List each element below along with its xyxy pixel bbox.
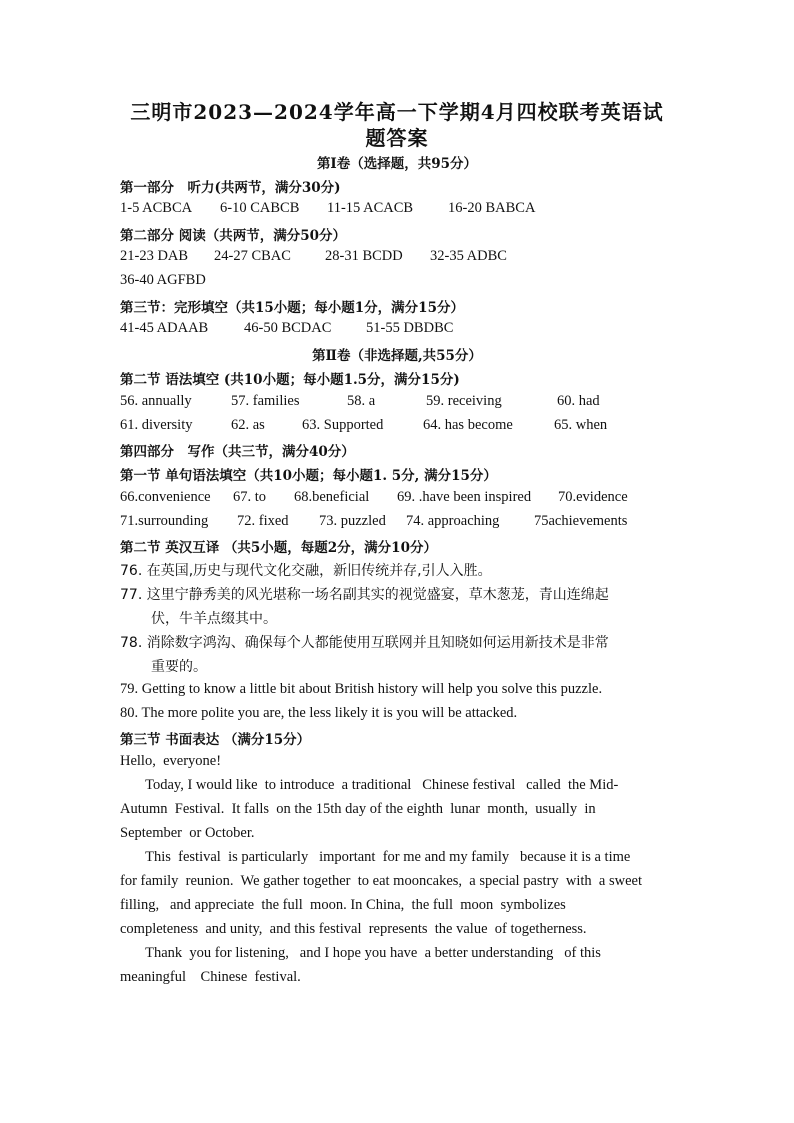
answer-item: 71.surrounding: [120, 513, 209, 529]
part2-answers-row1: [120, 248, 720, 266]
answer-group: 28-31 BCDD: [325, 248, 403, 264]
answer-item: 74. approaching: [406, 513, 500, 529]
part2-heading: 第二部分 阅读（共两节，满分50分）: [120, 228, 346, 244]
translation-80: 80. The more polite you are, the less likely it is you will be attacked.: [120, 705, 518, 721]
translation-77-continued: 伏，牛羊点缀其中。: [151, 611, 277, 627]
grammar-answers-row1: [120, 393, 720, 411]
answer-item: 57. families: [231, 393, 300, 409]
answer-item: 69. .have been inspired: [397, 489, 532, 505]
essay-line: completeness and unity, and this festival represents the value of togetherness.: [120, 921, 587, 937]
sentence-answers-row2: [120, 513, 720, 531]
answer-group: 1-5 ACBCA: [120, 200, 193, 216]
answer-item: 62. as: [231, 417, 265, 433]
essay-line: Hello, everyone!: [120, 753, 222, 769]
answer-item: 66.convenience: [120, 489, 211, 505]
part1-answers: [120, 200, 720, 218]
answer-item: 58. a: [347, 393, 376, 409]
answer-item: 67. to: [233, 489, 267, 505]
answer-group: 41-45 ADAAB: [120, 320, 209, 336]
answer-item: 64. has become: [423, 417, 513, 433]
volume-2-heading: 第Ⅱ卷（非选择题,共55分）: [312, 348, 482, 364]
essay-line: meaningful Chinese festival.: [120, 969, 301, 985]
answer-item: 65. when: [554, 417, 608, 433]
essay-line: Autumn Festival. It falls on the 15th day of the eighth lunar month, usually in: [120, 801, 596, 817]
answer-group: 24-27 CBAC: [214, 248, 291, 264]
essay-line: Thank you for listening, and I hope you have a better understanding of this: [120, 945, 601, 961]
translation-heading: 第二节 英汉互译 （共5小题，每题2分，满分10分）: [120, 540, 437, 556]
essay-line: for family reunion. We gather together to eat mooncakes, a special pastry with a sweet: [120, 873, 642, 889]
document-title-continued: 题答案: [365, 126, 429, 150]
answer-item: 63. Supported: [302, 417, 384, 433]
essay-line: filling, and appreciate the full moon. In China, the full moon symbolizes: [120, 897, 566, 913]
grammar-heading: 第二节 语法填空 (共10小题；每小题1.5分，满分15分): [120, 372, 460, 388]
grammar-answers-row2: [120, 417, 720, 435]
cloze-heading: 第三节：完形填空（共15小题；每小题1分，满分15分）: [120, 300, 464, 316]
essay-line: This festival is particularly important for me and my family because it is a time: [120, 849, 631, 865]
part2-answers-row2: [120, 272, 720, 290]
answer-group: 46-50 BCDAC: [244, 320, 332, 336]
answer-group: 21-23 DAB: [120, 248, 189, 264]
document-title: 三明市2023—2024学年高一下学期4月四校联考英语试: [130, 100, 664, 124]
answer-item: 73. puzzled: [319, 513, 386, 529]
answer-item: 56. annually: [120, 393, 192, 409]
answer-group: 32-35 ADBC: [430, 248, 507, 264]
answer-item: 68.beneficial: [294, 489, 370, 505]
translation-78-continued: 重要的。: [151, 659, 207, 675]
essay-line: Today, I would like to introduce a traditional Chinese festival called the Mid-: [120, 777, 619, 793]
translation-76: 76. 在英国,历史与现代文化交融，新旧传统并存,引人入胜。: [120, 563, 492, 579]
answer-item: 70.evidence: [558, 489, 628, 505]
cloze-answers: [120, 320, 720, 338]
answer-group: 36-40 AGFBD: [120, 272, 206, 288]
translation-79: 79. Getting to know a little bit about British history will help you solve this puzzle.: [120, 681, 603, 697]
volume-1-heading: 第Ⅰ卷（选择题，共95分）: [316, 156, 478, 172]
answer-item: 61. diversity: [120, 417, 193, 433]
answer-item: 59. receiving: [426, 393, 502, 409]
part4-heading: 第四部分 写作（共三节，满分40分）: [120, 444, 355, 460]
translation-77: 77. 这里宁静秀美的风光堪称一场名副其实的视觉盛宴，草木葱茏，青山连绵起: [120, 587, 609, 603]
answer-item: 60. had: [557, 393, 600, 409]
translation-78: 78. 消除数字鸿沟、确保每个人都能使用互联网并且知晓如何运用新技术是非常: [120, 635, 609, 651]
answer-group: 51-55 DBDBC: [366, 320, 454, 336]
writing-heading: 第三节 书面表达 （满分15分）: [120, 732, 311, 748]
essay-line: September or October.: [120, 825, 255, 841]
sentence-answers-row1: [120, 489, 720, 507]
sentence-heading: 第一节 单句语法填空（共10小题；每小题1. 5分, 满分15分）: [120, 468, 497, 484]
answer-item: 75achievements: [534, 513, 628, 529]
answer-group: 11-15 ACACB: [327, 200, 414, 216]
answer-item: 72. fixed: [237, 513, 289, 529]
answer-group: 16-20 BABCA: [448, 200, 536, 216]
part1-heading: 第一部分 听力(共两节，满分30分): [120, 180, 341, 196]
answer-group: 6-10 CABCB: [220, 200, 300, 216]
